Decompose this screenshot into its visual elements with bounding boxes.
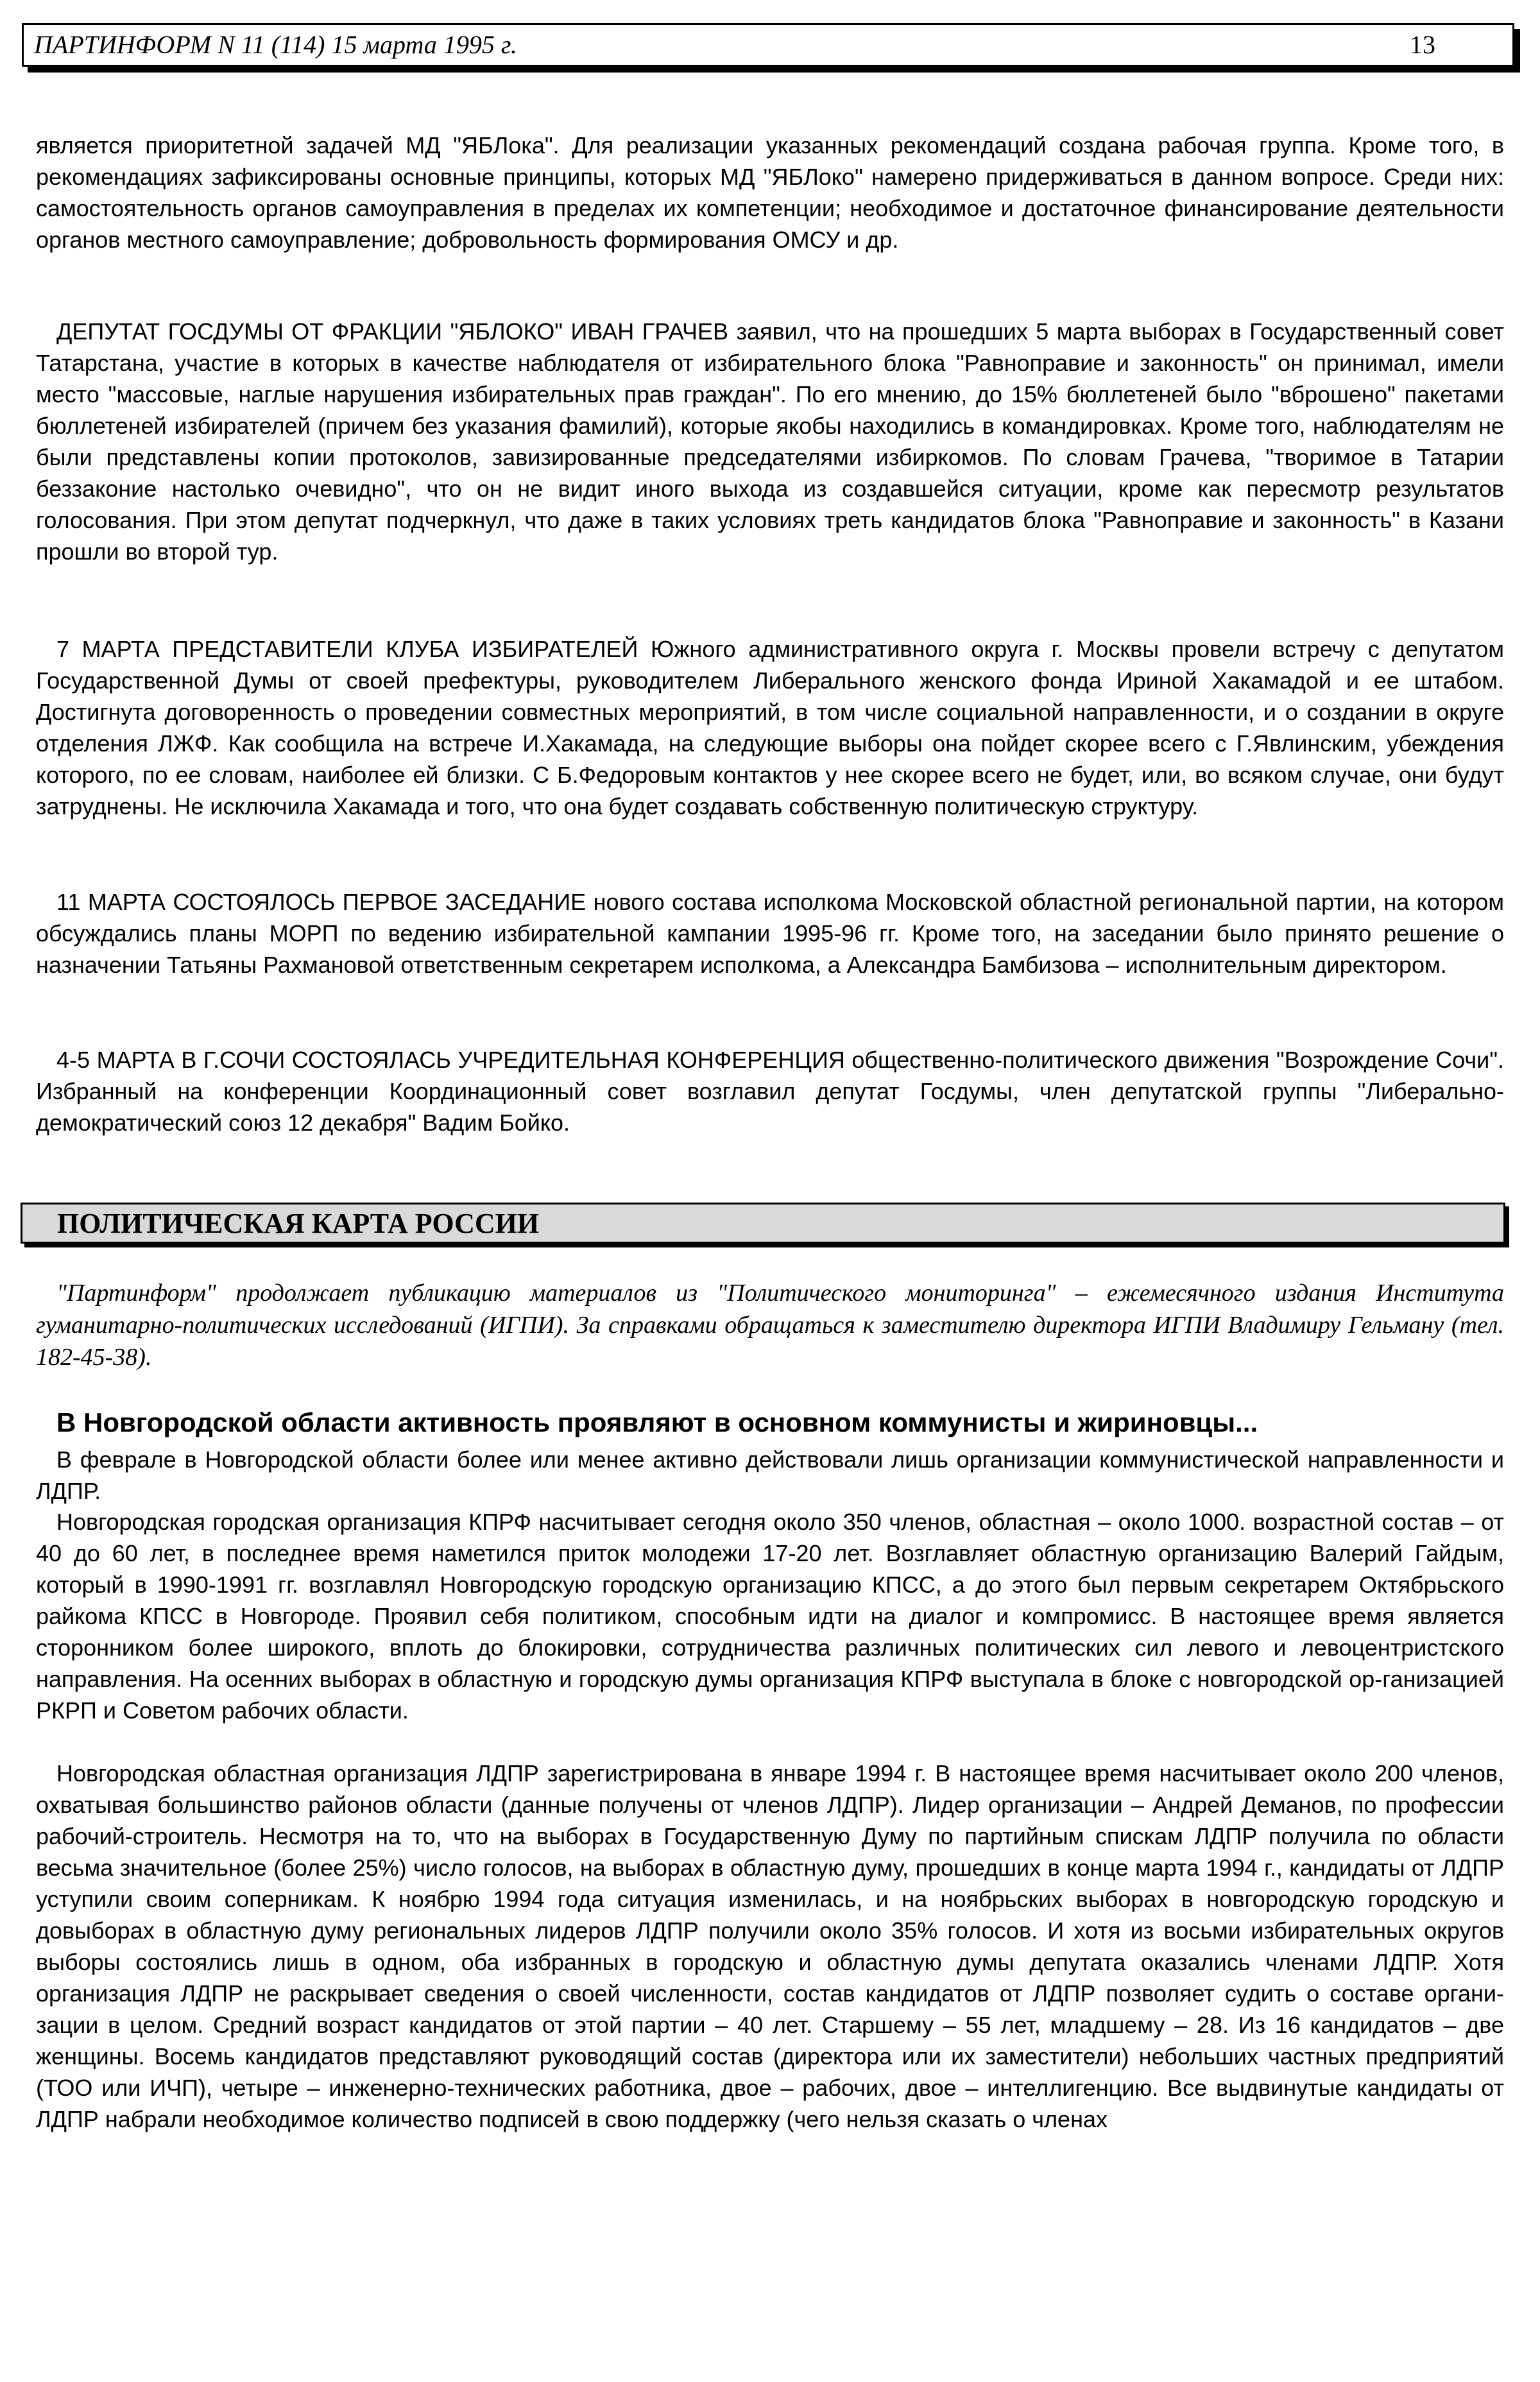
news-paragraph <box>36 633 1504 822</box>
news-paragraph <box>36 886 1504 981</box>
paragraph-lead: 7 МАРТА ПРЕДСТАВИТЕЛИ КЛУБА ИЗБИРАТЕЛЕЙ <box>56 636 638 662</box>
news-paragraph <box>36 316 1504 567</box>
article-paragraph: Новгородская областная организация ЛДПР зарегистрирована в январе 1994 г. В настоящее время насчитывает около 200 членов, охватывая большинство районов области (данные получены от членов ЛДПР). Лидер организации – Андрей Деманов, по профессии рабочий-строитель. Несмотря на то, что на выборах в Государственную Думу по партийным спискам ЛДПР получила по области весьма значительное (более 25%) число голосов, на выборах в областную думу, прошедших в конце марта 1994 г., кандидаты от ЛДПР уступили своим соперникам. К ноябрю 1994 года ситуация изменилась, и на ноябрьских выборах в новгородскую городскую и довыборах в областную думу региональных лидеров ЛДПР получили около 35% голосов. И хотя из восьми избирательных округов выборы состоялись лишь в одном, оба избранных в городскую и областную думы депутата оказались членами ЛДПР. Хотя организация ЛДПР не раскрывает сведения о своей численности, состав кандидатов от ЛДПР позволяет судить о составе органи-зации в целом. Средний возраст кандидатов от этой партии – 40 лет. Старшему – 55 лет, младшему – 28. Из 16 кандидатов – две женщины. Восемь кандидатов представляют руководящий состав (директора или их заместители) небольших частных предприятий (ТОО или ИЧП), четыре – инженерно-технических работника, двое – рабочих, двое – интеллигенцию. Все выдвинутые кандидаты от ЛДПР набрали необходимое количество подписей в свою поддержку (чего нельзя сказать о членах <box>36 1760 1504 2132</box>
news-paragraph <box>36 1044 1504 1138</box>
header-title: ПАРТИНФОРМ N 11 (114) 15 марта 1995 г. <box>34 30 517 59</box>
section-intro: "Партинформ" продолжает публикацию материалов из "Политического мониторинга" – ежемесячного издания Института гуманитарно-политических исследований (ИГПИ). За справками обращаться к заместителю директора ИГПИ Владимиру Гельману (тел. 182-45-38). <box>36 1280 1504 1371</box>
paragraph-text: Южного административного округа г. Москвы провели встречу с депутатом Государственной Думы от своей префектуры, руководителем Либерального женского фонда Ириной Хакамадой и ее штабом. Достигнута договоренность о проведении совместных мероприятий, в том числе социальной направленности, и о создании в округе отделения ЛЖФ. Как сообщила на встрече И.Хакамада, на следующие выборы она пойдет скорее всего с Г.Явлинским, убеждения которого, по ее словам, наиболее ей близки. С Б.Федоровым контактов у нее скорее всего не будет, или, во всяком случае, они будут затруднены. Не исключила Хакамада и того, что она будет создавать собственную политическую структуру. <box>36 636 1504 819</box>
news-paragraph <box>36 130 1504 255</box>
section-title: ПОЛИТИЧЕСКАЯ КАРТА РОССИИ <box>57 1208 540 1239</box>
paragraph-text: заявил, что на прошедших 5 марта выборах в Государственный совет Татарстана, участие в которых в качестве наблюдателя от избирательного блока "Равноправие и законность" он принимал, имели место "массовые, наглые нарушения избирательных прав граждан". По его мнению, до 15% бюллетеней было "вброшено" пакетами бюллетеней избирателей (причем без указания фамилий), которые якобы находились в командировках. Кроме того, наблюдателям не были представлены копии протоколов, завизированные председателями избиркомов. По словам Грачева, "творимое в Татарии беззаконие настолько очевидно", что он не видит иного выхода из создавшейся ситуации, кроме как пересмотр результатов голосования. При этом депутат подчеркнул, что даже в таких условиях треть кандидатов блока "Равноправие и законность" в Казани прошли во второй тур. <box>36 318 1505 565</box>
paragraph-text: общественно-политического движения "Возрождение Сочи". Избранный на конференции Координационный совет возглавил депутат Госдумы, член депутатской группы "Либерально-демократический союз 12 декабря" Вадим Бойко. <box>36 1047 1504 1136</box>
paragraph-lead: 11 МАРТА СОСТОЯЛОСЬ ПЕРВОЕ ЗАСЕДАНИЕ <box>56 889 586 915</box>
paragraph-lead: ДЕПУТАТ ГОСДУМЫ ОТ ФРАКЦИИ "ЯБЛОКО" ИВАН ГРАЧЕВ <box>56 318 729 345</box>
paragraph-text: нового состава исполкома Московской областной региональной партии, на котором обсуждались планы МОРП по ведению избирательной кампании 1995-96 гг. Кроме того, на заседании было принято решение о назначении Татьяны Рахмановой ответственным секретарем исполкома, а Александра Бамбизова – исполнительным директором. <box>36 889 1504 978</box>
article-paragraph: В феврале в Новгородской области более или менее активно действовали лишь организации коммунистической направленности и ЛДПР. <box>36 1446 1504 1504</box>
running-header <box>22 23 1514 67</box>
paragraph-lead: 4-5 МАРТА В Г.СОЧИ СОСТОЯЛАСЬ УЧРЕДИТЕЛЬНАЯ КОНФЕРЕНЦИЯ <box>56 1047 845 1073</box>
page-number: 13 <box>1410 30 1435 59</box>
paragraph-text: является приоритетной задачей МД "ЯБЛока". Для реализации указанных рекомендаций создана рабочая группа. Кроме того, в рекомендациях зафиксированы основные принципы, которых МД "ЯБЛоко" намерено придерживаться в данном вопросе. Среди них: самостоятельность органов самоуправления в пределах их компетенции; необходимое и достаточное финансирование деятельности органов местного самоуправление; добровольность формирования ОМСУ и др. <box>36 132 1504 253</box>
section-title-bar <box>21 1203 1505 1244</box>
article-headline: В Новгородской области активность проявляют в основном коммунисты и жириновцы... <box>56 1407 1258 1437</box>
article-paragraph: Новгородская городская организация КПРФ насчитывает сегодня около 350 членов, областная – около 1000. возрастной состав – от 40 до 60 лет, в последнее время наметился приток молодежи 17-20 лет. Возглавляет областную организацию Валерий Гайдым, который в 1990-1991 гг. возглавлял Новгородскую городскую организацию КПСС, а до этого был первым секретарем Октябрьского райкома КПСС в Новгороде. Проявил себя политиком, способным идти на диалог и компромисс. В настоящее время является сторонником более широкого, вплоть до блокировки, сотрудничества различных политических сил левого и левоцентристского направления. На осенних выборах в областную и городскую думы организация КПРФ выступала в блоке с новгородской ор-ганизацией РКРП и Советом рабочих области. <box>36 1509 1504 1724</box>
